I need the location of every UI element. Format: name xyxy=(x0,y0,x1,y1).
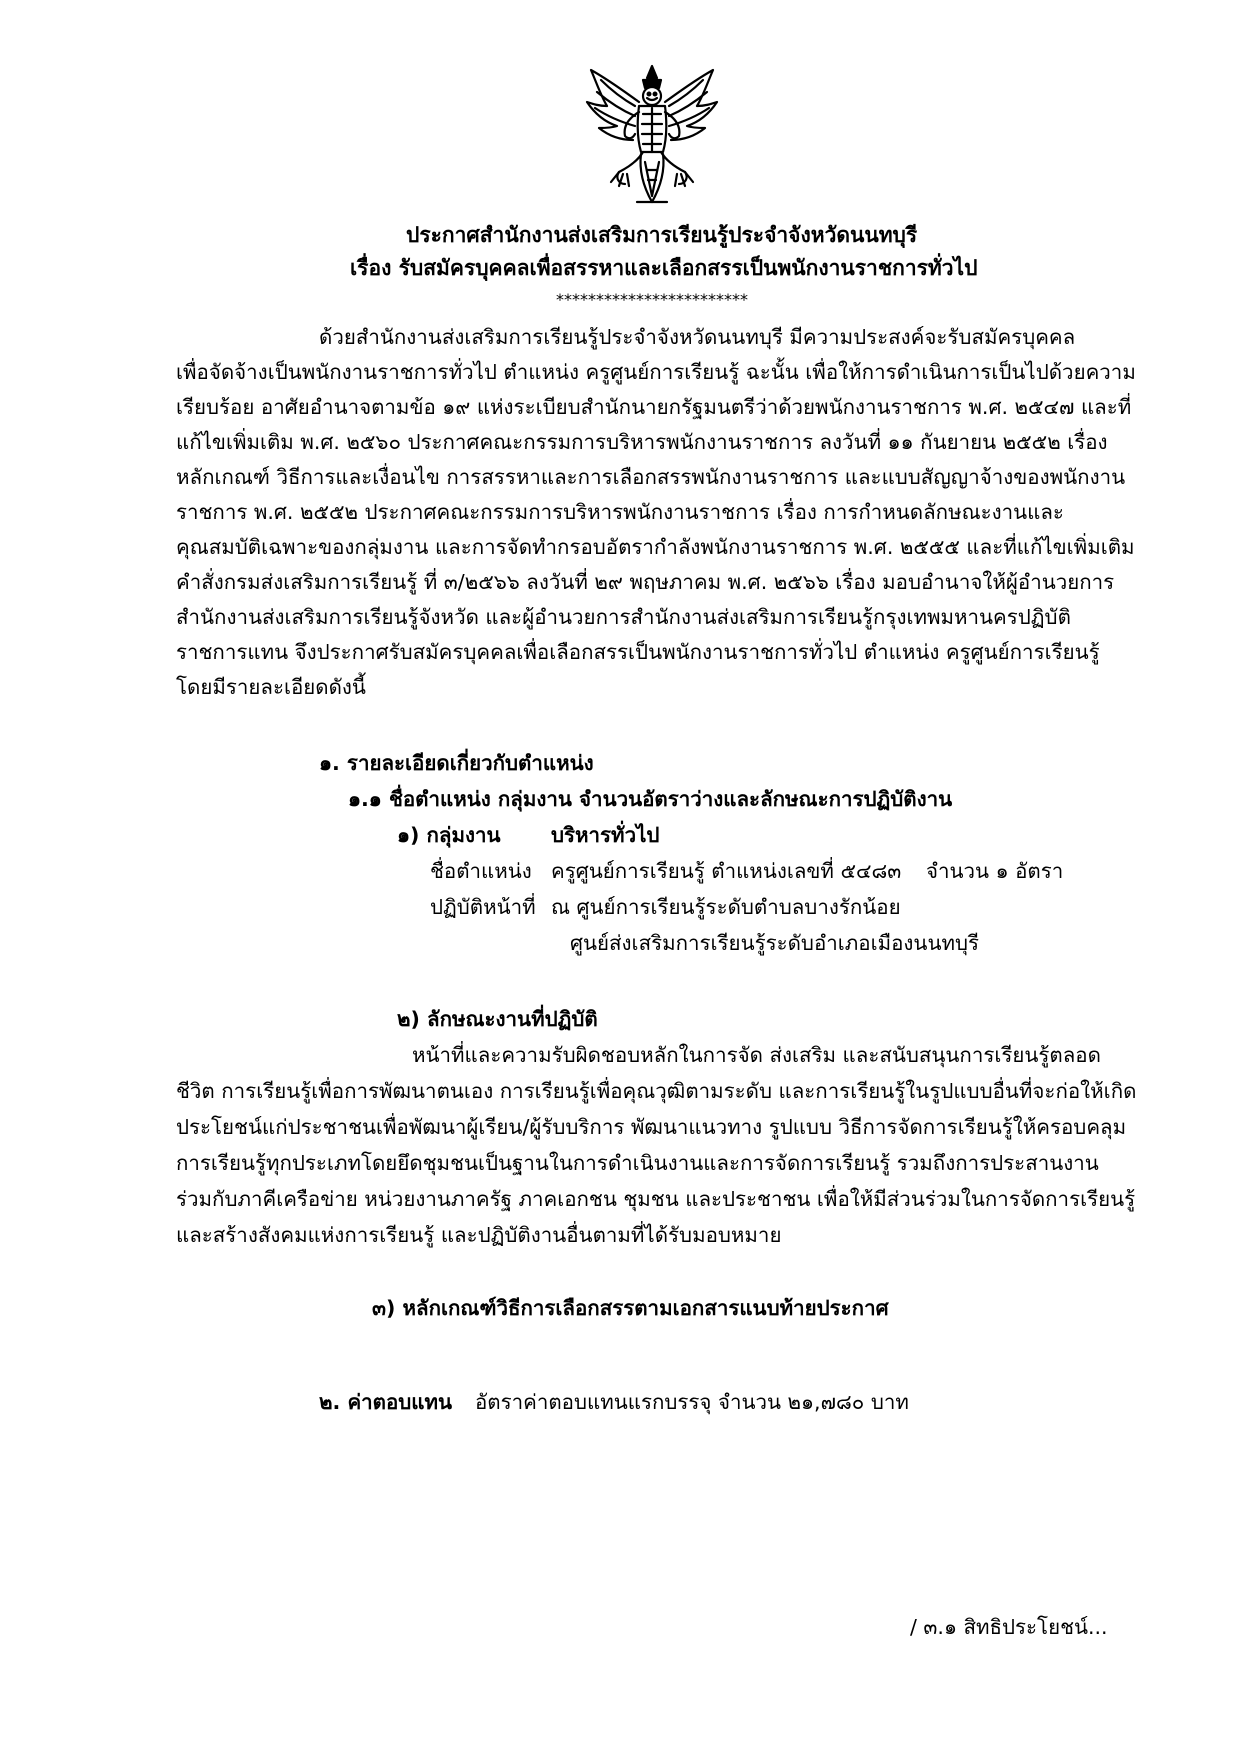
position-value: ครูศูนย์การเรียนรู้ ตำแหน่งเลขที่ ๕๔๘๓ xyxy=(551,859,902,883)
group-label: ๑) กลุ่มงาน xyxy=(397,823,501,847)
work-line: ร่วมกับภาคีเครือข่าย หน่วยงานภาครัฐ ภาคเอกชน ชุมชน และประชาชน เพื่อให้มีส่วนร่วมในการจัดการเรียนรู้ xyxy=(176,1187,1136,1211)
intro-line-first: ด้วยสำนักงานส่งเสริมการเรียนรู้ประจำจังหวัดนนทบุรี มีความประสงค์จะรับสมัครบุคคล xyxy=(319,325,1076,349)
group-value: บริหารทั่วไป xyxy=(551,823,660,847)
intro-line: เรียบร้อย อาศัยอำนาจตามข้อ ๑๙ แห่งระเบียบสำนักนายกรัฐมนตรีว่าด้วยพนักงานราชการ พ.ศ. ๒๕๔๗ และที่ xyxy=(176,395,1132,419)
work-line-first: หน้าที่และความรับผิดชอบหลักในการจัด ส่งเสริม และสนับสนุนการเรียนรู้ตลอด xyxy=(412,1043,1101,1067)
page-continuation: / ๓.๑ สิทธิประโยชน์... xyxy=(910,1615,1108,1639)
intro-line: ราชการแทน จึงประกาศรับสมัครบุคคลเพื่อเลือกสรรเป็นพนักงานราชการทั่วไป ตำแหน่ง ครูศูนย์การเรียนรู้ xyxy=(176,640,1100,664)
duty-location-1: ณ ศูนย์การเรียนรู้ระดับตำบลบางรักน้อย xyxy=(551,895,901,919)
section1-subheading: ๑.๑ ชื่อตำแหน่ง กลุ่มงาน จำนวนอัตราว่างและลักษณะการปฏิบัติงาน xyxy=(348,787,953,811)
duty-label: ปฏิบัติหน้าที่ xyxy=(430,895,536,919)
intro-line: ราชการ พ.ศ. ๒๕๕๒ ประกาศคณะกรรมการบริหารพนักงานราชการ เรื่อง การกำหนดลักษณะงานและ xyxy=(176,500,1064,524)
work-heading: ๒) ลักษณะงานที่ปฏิบัติ xyxy=(397,1007,598,1031)
intro-line: เพื่อจัดจ้างเป็นพนักงานราชการทั่วไป ตำแหน่ง ครูศูนย์การเรียนรู้ ฉะนั้น เพื่อให้การดำเนินการเป็นไปด้วยความ xyxy=(176,360,1136,384)
compensation-label: ๒. ค่าตอบแทน xyxy=(319,1390,453,1414)
garuda-emblem-icon xyxy=(581,62,723,208)
criteria-heading: ๓) หลักเกณฑ์วิธีการเลือกสรรตามเอกสารแนบท้ายประกาศ xyxy=(372,1296,889,1320)
work-line: ชีวิต การเรียนรู้เพื่อการพัฒนาตนเอง การเรียนรู้เพื่อคุณวุฒิตามระดับ และการเรียนรู้ในรูปแบบอื่นที่จะก่อให้เกิด xyxy=(176,1079,1137,1103)
intro-line: คุณสมบัติเฉพาะของกลุ่มงาน และการจัดทำกรอบอัตรากำลังพนักงานราชการ พ.ศ. ๒๕๕๕ และที่แก้ไขเพิ่มเติม xyxy=(176,535,1135,559)
position-label: ชื่อตำแหน่ง xyxy=(430,859,532,883)
document-title-line2: เรื่อง รับสมัครบุคคลเพื่อสรรหาและเลือกสรรเป็นพนักงานราชการทั่วไป xyxy=(350,256,978,280)
work-line: ประโยชน์แก่ประชาชนเพื่อพัฒนาผู้เรียน/ผู้รับบริการ พัฒนาแนวทาง รูปแบบ วิธีการจัดการเรียนรู้ให้ครอบคลุม xyxy=(176,1115,1127,1139)
intro-line: สำนักงานส่งเสริมการเรียนรู้จังหวัด และผู้อำนวยการสำนักงานส่งเสริมการเรียนรู้กรุงเทพมหานครปฏิบัติ xyxy=(176,605,1071,629)
title-separator: ************************ xyxy=(556,290,748,309)
intro-line: คำสั่งกรมส่งเสริมการเรียนรู้ ที่ ๓/๒๕๖๖ ลงวันที่ ๒๙ พฤษภาคม พ.ศ. ๒๕๖๖ เรื่อง มอบอำนาจให้ผู้อำนวยการ xyxy=(176,570,1115,594)
intro-line: แก้ไขเพิ่มเติม พ.ศ. ๒๕๖๐ ประกาศคณะกรรมการบริหารพนักงานราชการ ลงวันที่ ๑๑ กันยายน ๒๕๕๒ เรื่อง xyxy=(176,430,1108,454)
work-line: การเรียนรู้ทุกประเภทโดยยึดชุมชนเป็นฐานในการดำเนินงานและการจัดการเรียนรู้ รวมถึงการประสานงาน xyxy=(176,1151,1099,1175)
section1-heading: ๑. รายละเอียดเกี่ยวกับตำแหน่ง xyxy=(319,751,594,775)
intro-line-last: โดยมีรายละเอียดดังนี้ xyxy=(176,675,366,699)
duty-location-2: ศูนย์ส่งเสริมการเรียนรู้ระดับอำเภอเมืองนนทบุรี xyxy=(570,931,979,955)
position-count: จำนวน ๑ อัตรา xyxy=(926,859,1064,883)
work-line-last: และสร้างสังคมแห่งการเรียนรู้ และปฏิบัติงานอื่นตามที่ได้รับมอบหมาย xyxy=(176,1223,782,1247)
compensation-value: อัตราค่าตอบแทนแรกบรรจุ จำนวน ๒๑,๗๘๐ บาท xyxy=(475,1390,909,1414)
document-title-line1: ประกาศสำนักงานส่งเสริมการเรียนรู้ประจำจังหวัดนนทบุรี xyxy=(406,223,918,247)
intro-line: หลักเกณฑ์ วิธีการและเงื่อนไข การสรรหาและการเลือกสรรพนักงานราชการ และแบบสัญญาจ้างของพนักงาน xyxy=(176,465,1126,489)
